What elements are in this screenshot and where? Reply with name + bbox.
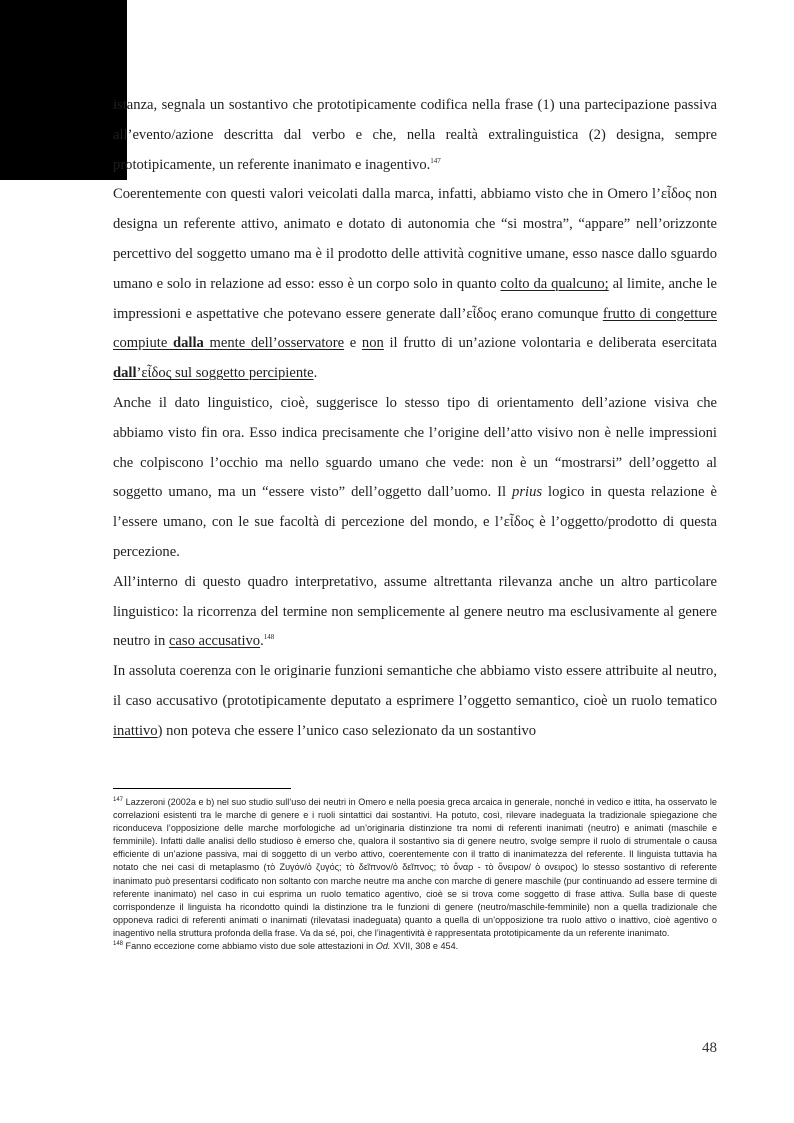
- paragraph-5: [113, 657, 717, 746]
- text-run: .: [260, 633, 264, 650]
- redaction-block: [0, 0, 127, 180]
- footnote-148: [113, 940, 717, 953]
- text-run: il frutto di un’azione volontaria e deliberata esercitata: [383, 335, 717, 352]
- paragraph-2: [113, 180, 717, 389]
- footnote-ref-148[interactable]: 148: [263, 633, 275, 642]
- text-run: Anche il dato linguistico, cioè, suggerisce lo stesso tipo di orientamento dell’azione visiva che abbiamo visto fin ora. Esso indica precisamente che l’origine dell’atto visivo non è nelle impressioni che colpiscono l’occhio ma nello sguardo umano che vede: non è un “mostrarsi” dell’oggetto al soggetto umano, ma un “essere visto” dell’oggetto dall’uomo. Il: [113, 394, 717, 501]
- text-run: In assoluta coerenza con le originarie funzioni semantiche che abbiamo visto essere attribuite al neutro, il caso accusativo (prototipicamente deputato a esprimere l’oggetto semantico, cioè un ruolo tematico: [113, 663, 717, 709]
- footnote-ref-147[interactable]: 147: [430, 156, 441, 165]
- text-run: e: [344, 335, 362, 352]
- italic-text: prius: [512, 484, 543, 501]
- text-run: al limite, anche le impressioni e aspettative che potevano essere generate dall’εἶδος erano comunque: [113, 275, 717, 322]
- footnote-text: Lazzeroni (2002a e b) nel suo studio sull’uso dei neutri in Omero e nella poesia greca arcaica in generale, nonché in vedico e ittita, ha osservato le correlazioni esistenti tra le marche di genere e i ruoli sintattici dai sostantivi. Ha potuto, così, rilevare inadeguata la tradizionale spiegazione che riconduceva l’opposizione delle marche morfologiche ad un’originaria distinzione tra nomi di referenti inanimati (neutro) e animati (maschile e femminile). Infatti dalle analisi dello studioso è emerso che, qualora il sostantivo sia di genere neutro, svolge sempre il ruolo di strumentale o causa efficiente di un’azione passiva, mai di soggetto di un verbo attivo, coerentemente con il tratto di inanimatezza del referente. Il linguista tuttavia ha notato che nei casi di metaplasmo (τὸ Ζυγόν/ὁ ζυγός; τὸ δεῖπνον/ὁ δεῖπνος; τὸ ὄναρ - τὸ ὄνειρον/ ὁ ονειρος) lo stesso sostantivo di referente inanimato può presentarsi codificato non soltanto con marche neutre ma anche con marche di genere maschile (pur continuando ad essere termine di referente inanimato) nel caso in cui esprima un ruolo tematico agentivo, cioè se si trova come soggetto di frase attiva. Sulla base di queste corrispondenze il linguista ha ricondotto quindi la distinzione tra le funzioni di genere (neutro/maschile-femminile) non a quella tradizionale che opponeva radici di referenti animati o inanimati (rilevatasi inadeguata) quanto a quella di un’opposizione tra ruolo attivo o inattivo, cioè agentivo o inagentivo nella struttura profonda della frase. Va da sé, poi, che l’inagentività è rappresentata prototipicamente da un referente inanimato.: [113, 797, 717, 938]
- bold-text: dalla: [173, 335, 204, 352]
- underlined-text: inattivo: [113, 722, 158, 739]
- underlined-text: colto da qualcuno;: [500, 275, 609, 292]
- footnotes: [113, 796, 717, 953]
- underlined-text: frutto di congetture compiute: [113, 305, 717, 352]
- underlined-text: mente dell’osservatore: [203, 335, 345, 352]
- footnote-text: Fanno eccezione come abbiamo visto due sole attestazioni in: [123, 941, 376, 952]
- text-run: .: [313, 365, 318, 382]
- italic-text: Od.: [375, 941, 391, 952]
- underlined-text: caso accusativo: [168, 633, 261, 650]
- paragraph-4: [113, 568, 717, 657]
- paragraph-3: [113, 389, 717, 568]
- paragraph-1: [113, 91, 717, 180]
- underlined-text: ’εἶδος sul soggetto percipiente: [136, 365, 314, 382]
- text-run: logico in questa relazione è l’essere umano, con le sue facoltà di percezione del mondo, e l’εἶδος è l’oggetto/prodotto di questa percezione.: [113, 484, 717, 560]
- footnote-separator: [113, 788, 291, 789]
- bold-text: dall: [113, 365, 137, 382]
- text-run: istanza, segnala un sostantivo che prototipicamente codifica nella frase (1) una partecipazione passiva all’evento/azione descritta dal verbo e che, nella realtà extralinguistica (2) designa, sempre prototipicamente, un referente inanimato e inagentivo.: [113, 97, 717, 173]
- body-text: [113, 91, 717, 747]
- text-run: Coerentemente con questi valori veicolati dalla marca, infatti, abbiamo visto che in Omero l’εἶδος non designa un referente attivo, animato e dotato di autonomia che “si mostra”, “appare” nell’orizzonte percettivo del soggetto umano ma è il prodotto delle attività cognitive umane, esso nasce dallo sguardo umano e solo in relazione ad esso: esso è un corpo solo in quanto: [113, 186, 717, 292]
- footnote-text: XVII, 308 e 454.: [390, 941, 459, 952]
- footnote-number: 147: [113, 796, 124, 803]
- underlined-phrase: [113, 365, 314, 381]
- page-number: 48: [702, 1040, 717, 1056]
- footnote-147: [113, 796, 717, 940]
- text-run: All’interno di questo quadro interpretativo, assume altrettanta rilevanza anche un altro particolare linguistico: la ricorrenza del termine non semplicemente al genere neutro ma esclusivamente al genere neutro in: [113, 573, 717, 650]
- footnote-number: 148: [113, 941, 124, 947]
- text-run: ) non poteva che essere l’unico caso selezionato da un sostantivo: [157, 722, 537, 739]
- underlined-text: non: [361, 335, 384, 352]
